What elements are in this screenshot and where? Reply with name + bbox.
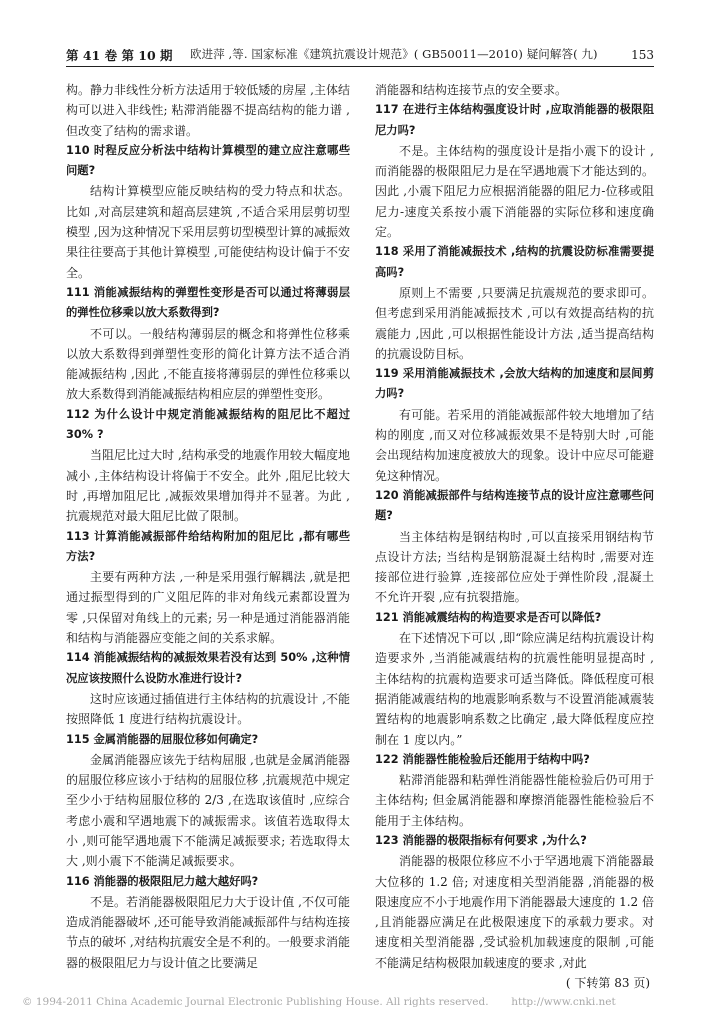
question-heading: 111 消能减振结构的弹塑性变形是否可以通过将薄弱层的弹性位移乘以放大系数得到? [66, 285, 350, 320]
answer-paragraph: 金属消能器应该先于结构屈服 ,也就是金属消能器的屈服位移应该小于结构的屈服位移 ,抗震规范中规定至少小于结构屈服位移的 2/3 ,在选取该值时 ,应综合考虑小震和罕遇地震下的减振需求。该值若选取得太小 ,则可能罕遇地震下不能满足减振要求; 若选取得太大 ,则小震下不能满足减振要求。 [66, 752, 350, 869]
continued-note: ( 下转第 83 页) [565, 976, 650, 991]
page-header [66, 10, 654, 67]
left-column [66, 80, 350, 973]
answer-paragraph: 当主体结构是钢结构时 ,可以直接采用钢结构节点设计方法; 当结构是钢筋混凝土结构时 ,需要对连接部位进行验算 ,连接部位应处于弹性阶段 ,混凝土不允许开裂 ,应有抗裂措施。 [375, 529, 654, 605]
copyright-notice: © 1994-2011 China Academic Journal Electronic Publishing House. All rights reserved. [22, 996, 489, 1008]
answer-paragraph: 结构计算模型应能反映结构的受力特点和状态。比如 ,对高层建筑和超高层建筑 ,不适合采用层剪切型模型 ,因为这种情况下采用层剪切型模型计算的减振效果往往要高于其他计算模型 ,可能使结构设计偏于不安全。 [66, 184, 350, 280]
page-number: 153 [631, 48, 654, 62]
answer-paragraph: 消能器的极限位移应不小于罕遇地震下消能器最大位移的 1.2 倍; 对速度相关型消能器 ,消能器的极限速度应不小于地震作用下消能器最大速度的 1.2 倍 ,且消能器应满足在此极限速度下的承载力要求。对速度相关型消能器 ,受试验机加载速度的限制 ,可能不能满足结构极限加载速度的要求 ,对此 [375, 854, 654, 970]
question-heading: 118 采用了消能减振技术 ,结构的抗震设防标准需要提高吗? [375, 245, 654, 279]
question-heading: 113 计算消能减振部件给结构附加的阻尼比 ,都有哪些方法? [66, 529, 350, 563]
answer-paragraph: 不可以。一般结构薄弱层的概念和将弹性位移乘以放大系数得到弹塑性变形的简化计算方法不适合消能减振结构 ,因此 ,不能直接将薄弱层的弹性位移乘以放大系数得到消能减振结构相应层的弹塑性变形。 [66, 326, 350, 402]
answer-paragraph: 当阻尼比过大时 ,结构承受的地震作用较大幅度地减小 ,主体结构设计将偏于不安全。此外 ,阻尼比较大时 ,再增加阻尼比 ,减振效果增加得并不显著。为此 ,抗震规范对最大阻尼比做了限制。 [66, 448, 350, 524]
question-heading: 119 采用消能减振技术 ,会放大结构的加速度和层间剪力吗? [375, 367, 654, 401]
paragraph: 构。静力非线性分析方法适用于较低矮的房屋 ,主体结构可以进入非线性; 粘滞消能器不提高结构的能力谱 ,但改变了结构的需求谱。 [66, 83, 350, 138]
paragraph: 消能器和结构连接节点的安全要求。 [375, 83, 568, 97]
question-heading: 116 消能器的极限阻尼力越大越好吗? [66, 874, 259, 888]
question-heading: 120 消能减振部件与结构连接节点的设计应注意哪些问题? [375, 488, 654, 523]
question-heading: 117 在进行主体结构强度设计时 ,应取消能器的极限阻尼力吗? [375, 103, 654, 137]
answer-paragraph: 粘滞消能器和粘弹性消能器性能检验后仍可用于主体结构; 但金属消能器和摩擦消能器性能检验后不能用于主体结构。 [375, 773, 654, 828]
question-heading: 115 金属消能器的屈服位移如何确定? [66, 732, 259, 746]
journal-issue: 第 41 卷 第 10 期 [66, 48, 173, 63]
answer-paragraph: 原则上不需要 ,只要满足抗震规范的要求即可。但考虑到采用消能减振技术 ,可以有效提高结构的抗震能力 ,因此 ,可以根据性能设计方法 ,适当提高结构的抗震设防目标。 [375, 285, 654, 361]
question-heading: 121 消能减震结构的构造要求是否可以降低? [375, 610, 602, 624]
answer-paragraph: 在下述情况下可以 ,即“除应满足结构抗震设计构造要求外 ,当消能减震结构的抗震性能明显提高时 ,主体结构的抗震构造要求可适当降低。降低程度可根据消能减震结构的地震影响系数与不设置消能减震装置结构的地震影响系数之比确定 ,最大降低程度应控制在 1 度以内。” [375, 631, 654, 747]
answer-paragraph: 不是。主体结构的强度设计是指小震下的设计 ,而消能器的极限阻尼力是在罕遇地震下才能达到的。因此 ,小震下阻尼力应根据消能器的阻尼力-位移或阻尼力-速度关系按小震下消能器的实际位移和速度确定。 [375, 143, 654, 240]
question-heading: 114 消能减振结构的减振效果若没有达到 50% ,这种情况应该按照什么设防水准进行设计? [66, 651, 350, 685]
question-heading: 110 时程反应分析法中结构计算模型的建立应注意哪些问题? [66, 143, 350, 178]
answer-paragraph: 不是。若消能器极限阻尼力大于设计值 ,不仅可能造成消能器破坏 ,还可能导致消能减振部件与结构连接节点的破坏 ,对结构抗震安全是不利的。一般要求消能器的极限阻尼力与设计值之比要满足 [66, 894, 350, 970]
answer-paragraph: 有可能。若采用的消能减振部件较大地增加了结构的刚度 ,而又对位移减振效果不是特别大时 ,可能会出现结构加速度被放大的现象。设计中应尽可能避免这种情况。 [375, 407, 654, 483]
page-footer [22, 996, 702, 1008]
running-title: 欧进萍 ,等. 国家标准《建筑抗震设计规范》( GB50011—2010) 疑问解答( 九) [190, 47, 598, 61]
question-heading: 122 消能器性能检验后还能用于结构中吗? [375, 752, 590, 766]
answer-paragraph: 这时应该通过插值进行主体结构的抗震设计 ,不能按照降低 1 度进行结构抗震设计。 [66, 691, 350, 727]
footer-url: http://www.cnki.net [511, 996, 616, 1008]
answer-paragraph: 主要有两种方法 ,一种是采用强行解耦法 ,就是把通过振型得到的广义阻尼阵的非对角线元素都设置为零 ,只保留对角线上的元素; 另一种是通过消能器消能和结构与消能器应变能之间的关系求解。 [66, 570, 350, 646]
question-heading: 123 消能器的极限指标有何要求 ,为什么? [375, 833, 587, 847]
question-heading: 112 为什么设计中规定消能减振结构的阻尼比不超过 30% ? [66, 407, 350, 442]
right-column [375, 80, 654, 993]
